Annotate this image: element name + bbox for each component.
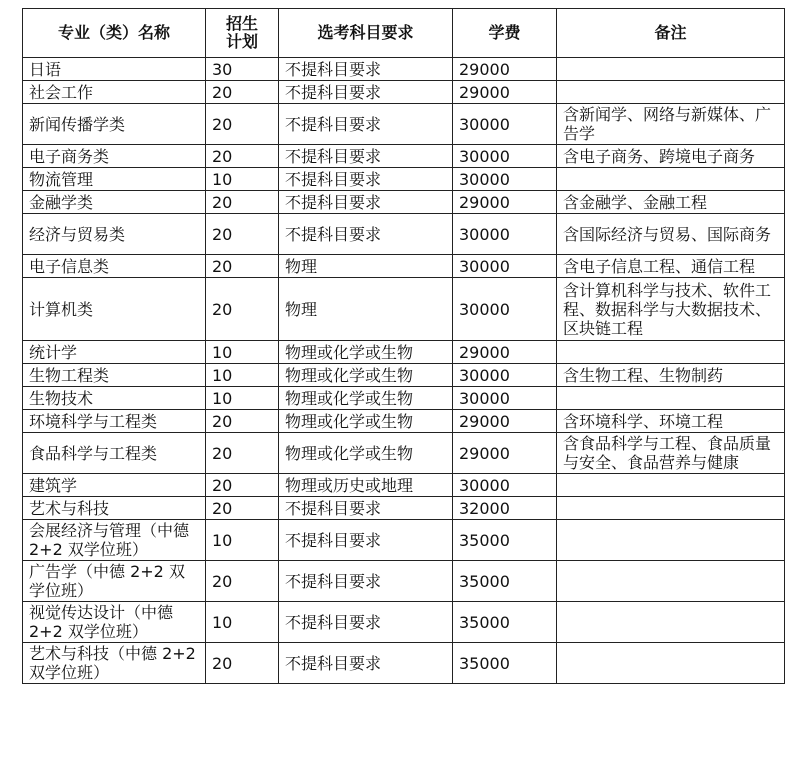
plan-cell: 20 — [206, 104, 279, 145]
plan-cell: 20 — [206, 145, 279, 168]
fee-cell: 30000 — [453, 145, 557, 168]
plan-cell: 20 — [206, 643, 279, 684]
table-row — [23, 497, 785, 520]
note-cell — [557, 387, 785, 410]
plan-cell: 20 — [206, 561, 279, 602]
note-cell — [557, 643, 785, 684]
subjects-cell: 不提科目要求 — [279, 81, 453, 104]
table-row — [23, 364, 785, 387]
plan-cell: 10 — [206, 520, 279, 561]
fee-cell: 29000 — [453, 341, 557, 364]
fee-cell: 29000 — [453, 81, 557, 104]
subjects-cell: 不提科目要求 — [279, 643, 453, 684]
header-note: 备注 — [557, 9, 785, 58]
note-cell — [557, 520, 785, 561]
fee-cell: 35000 — [453, 602, 557, 643]
note-cell — [557, 341, 785, 364]
table-row — [23, 145, 785, 168]
note-cell — [557, 602, 785, 643]
table-row — [23, 561, 785, 602]
plan-cell: 20 — [206, 81, 279, 104]
major-cell: 新闻传播学类 — [23, 104, 206, 145]
subjects-cell: 物理或化学或生物 — [279, 341, 453, 364]
plan-cell: 20 — [206, 191, 279, 214]
subjects-cell: 不提科目要求 — [279, 145, 453, 168]
plan-cell: 20 — [206, 278, 279, 341]
subjects-cell: 不提科目要求 — [279, 602, 453, 643]
major-cell: 社会工作 — [23, 81, 206, 104]
note-cell: 含金融学、金融工程 — [557, 191, 785, 214]
plan-cell: 20 — [206, 474, 279, 497]
major-cell: 电子信息类 — [23, 255, 206, 278]
header-major: 专业（类）名称 — [23, 9, 206, 58]
table-row — [23, 278, 785, 341]
major-cell: 金融学类 — [23, 191, 206, 214]
subjects-cell: 不提科目要求 — [279, 168, 453, 191]
plan-cell: 20 — [206, 433, 279, 474]
plan-cell: 10 — [206, 364, 279, 387]
fee-cell: 30000 — [453, 278, 557, 341]
note-cell — [557, 58, 785, 81]
fee-cell: 30000 — [453, 387, 557, 410]
table-row — [23, 58, 785, 81]
note-cell — [557, 561, 785, 602]
subjects-cell: 物理或化学或生物 — [279, 433, 453, 474]
header-fee: 学费 — [453, 9, 557, 58]
fee-cell: 30000 — [453, 104, 557, 145]
table-row — [23, 104, 785, 145]
plan-cell: 20 — [206, 497, 279, 520]
table-row — [23, 168, 785, 191]
plan-cell: 10 — [206, 168, 279, 191]
subjects-cell: 不提科目要求 — [279, 497, 453, 520]
major-cell: 物流管理 — [23, 168, 206, 191]
note-cell: 含食品科学与工程、食品质量与安全、食品营养与健康 — [557, 433, 785, 474]
table-row — [23, 214, 785, 255]
note-cell — [557, 497, 785, 520]
major-cell: 日语 — [23, 58, 206, 81]
note-cell: 含生物工程、生物制药 — [557, 364, 785, 387]
table-row — [23, 341, 785, 364]
subjects-cell: 不提科目要求 — [279, 214, 453, 255]
subjects-cell: 物理或化学或生物 — [279, 364, 453, 387]
fee-cell: 30000 — [453, 168, 557, 191]
fee-cell: 30000 — [453, 255, 557, 278]
table-row — [23, 410, 785, 433]
major-cell: 电子商务类 — [23, 145, 206, 168]
note-cell: 含电子信息工程、通信工程 — [557, 255, 785, 278]
plan-cell: 30 — [206, 58, 279, 81]
table-row — [23, 387, 785, 410]
major-cell: 经济与贸易类 — [23, 214, 206, 255]
fee-cell: 30000 — [453, 364, 557, 387]
major-cell: 广告学（中德 2+2 双学位班） — [23, 561, 206, 602]
table-row — [23, 81, 785, 104]
plan-cell: 20 — [206, 214, 279, 255]
subjects-cell: 物理 — [279, 255, 453, 278]
plan-cell: 20 — [206, 410, 279, 433]
note-cell: 含电子商务、跨境电子商务 — [557, 145, 785, 168]
major-cell: 艺术与科技（中德 2+2 双学位班） — [23, 643, 206, 684]
table-row — [23, 255, 785, 278]
fee-cell: 32000 — [453, 497, 557, 520]
fee-cell: 29000 — [453, 410, 557, 433]
header-row — [23, 9, 785, 58]
table-row — [23, 191, 785, 214]
note-cell — [557, 168, 785, 191]
subjects-cell: 不提科目要求 — [279, 191, 453, 214]
major-cell: 视觉传达设计（中德 2+2 双学位班） — [23, 602, 206, 643]
fee-cell: 35000 — [453, 643, 557, 684]
major-cell: 环境科学与工程类 — [23, 410, 206, 433]
table-row — [23, 433, 785, 474]
plan-cell: 20 — [206, 255, 279, 278]
subjects-cell: 不提科目要求 — [279, 58, 453, 81]
fee-cell: 35000 — [453, 520, 557, 561]
fee-cell: 35000 — [453, 561, 557, 602]
header-plan: 招生 计划 — [206, 9, 279, 58]
enrollment-table-wrapper — [22, 8, 785, 684]
major-cell: 建筑学 — [23, 474, 206, 497]
major-cell: 食品科学与工程类 — [23, 433, 206, 474]
fee-cell: 29000 — [453, 191, 557, 214]
subjects-cell: 物理 — [279, 278, 453, 341]
subjects-cell: 不提科目要求 — [279, 561, 453, 602]
note-cell — [557, 81, 785, 104]
major-cell: 艺术与科技 — [23, 497, 206, 520]
subjects-cell: 不提科目要求 — [279, 104, 453, 145]
major-cell: 生物技术 — [23, 387, 206, 410]
subjects-cell: 不提科目要求 — [279, 520, 453, 561]
plan-cell: 10 — [206, 387, 279, 410]
subjects-cell: 物理或化学或生物 — [279, 387, 453, 410]
major-cell: 计算机类 — [23, 278, 206, 341]
fee-cell: 29000 — [453, 58, 557, 81]
plan-cell: 10 — [206, 341, 279, 364]
major-cell: 统计学 — [23, 341, 206, 364]
subjects-cell: 物理或历史或地理 — [279, 474, 453, 497]
header-subjects: 选考科目要求 — [279, 9, 453, 58]
note-cell: 含国际经济与贸易、国际商务 — [557, 214, 785, 255]
major-cell: 生物工程类 — [23, 364, 206, 387]
table-row — [23, 643, 785, 684]
fee-cell: 30000 — [453, 474, 557, 497]
plan-cell: 10 — [206, 602, 279, 643]
major-cell: 会展经济与管理（中德 2+2 双学位班） — [23, 520, 206, 561]
note-cell: 含新闻学、网络与新媒体、广告学 — [557, 104, 785, 145]
enrollment-table — [22, 8, 785, 684]
fee-cell: 29000 — [453, 433, 557, 474]
fee-cell: 30000 — [453, 214, 557, 255]
table-row — [23, 602, 785, 643]
note-cell: 含计算机科学与技术、软件工程、数据科学与大数据技术、区块链工程 — [557, 278, 785, 341]
table-body — [23, 58, 785, 684]
note-cell — [557, 474, 785, 497]
table-row — [23, 474, 785, 497]
subjects-cell: 物理或化学或生物 — [279, 410, 453, 433]
table-row — [23, 520, 785, 561]
note-cell: 含环境科学、环境工程 — [557, 410, 785, 433]
